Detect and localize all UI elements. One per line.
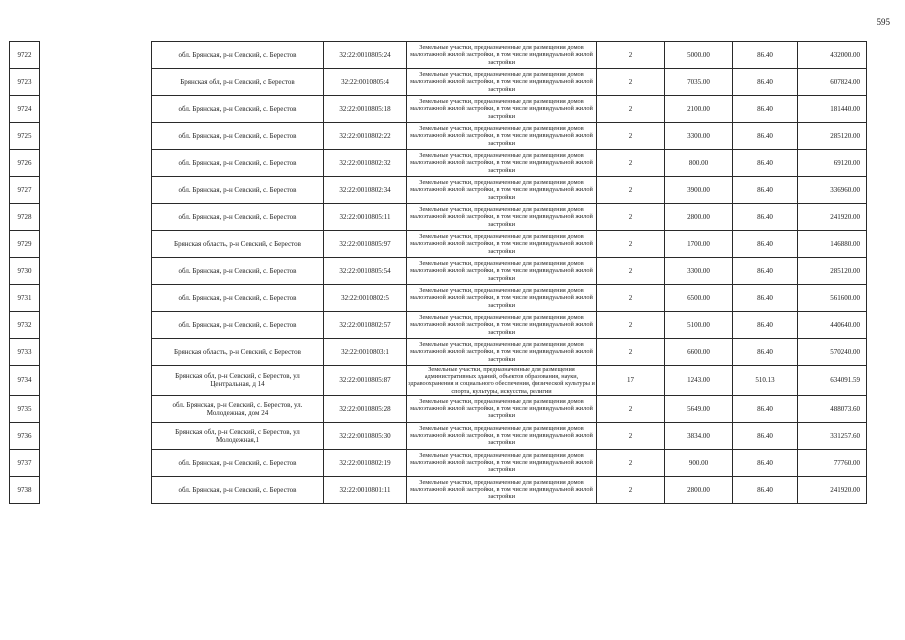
area-cell: 2100.00 bbox=[665, 96, 733, 123]
cadastral-value-cell: 241920.00 bbox=[798, 204, 867, 231]
address-cell: обл. Брянская, р-н Севский, с. Берестов bbox=[152, 476, 324, 503]
specific-value-cell: 86.40 bbox=[733, 258, 798, 285]
group-number-cell: 2 bbox=[597, 177, 665, 204]
cadastral-value-cell: 146880.00 bbox=[798, 231, 867, 258]
address-cell: Брянская область, р-н Севский, с Берестов bbox=[152, 339, 324, 366]
cadastral-value-cell: 69120.00 bbox=[798, 150, 867, 177]
blank-separator-cell bbox=[40, 366, 152, 396]
table-row bbox=[10, 339, 867, 366]
table-row bbox=[10, 204, 867, 231]
cadastral-value-cell: 607824.00 bbox=[798, 69, 867, 96]
area-cell: 5000.00 bbox=[665, 42, 733, 69]
cadastral-value-table bbox=[9, 41, 867, 504]
table-row bbox=[10, 449, 867, 476]
group-number-cell: 2 bbox=[597, 422, 665, 449]
group-number-cell: 2 bbox=[597, 123, 665, 150]
table-row bbox=[10, 366, 867, 396]
blank-separator-cell bbox=[40, 312, 152, 339]
cadastral-number-cell: 32:22:0010802:32 bbox=[324, 150, 407, 177]
row-number-cell: 9730 bbox=[10, 258, 40, 285]
table-row bbox=[10, 96, 867, 123]
address-cell: обл. Брянская, р-н Севский, с. Берестов bbox=[152, 177, 324, 204]
address-cell: обл. Брянская, р-н Севский, с. Берестов bbox=[152, 449, 324, 476]
blank-separator-cell bbox=[40, 69, 152, 96]
group-number-cell: 2 bbox=[597, 150, 665, 177]
cadastral-number-cell: 32:22:0010803:1 bbox=[324, 339, 407, 366]
specific-value-cell: 86.40 bbox=[733, 449, 798, 476]
blank-separator-cell bbox=[40, 258, 152, 285]
area-cell: 3834.00 bbox=[665, 422, 733, 449]
group-number-cell: 17 bbox=[597, 366, 665, 396]
specific-value-cell: 86.40 bbox=[733, 42, 798, 69]
blank-separator-cell bbox=[40, 123, 152, 150]
cadastral-value-cell: 634091.59 bbox=[798, 366, 867, 396]
area-cell: 7035.00 bbox=[665, 69, 733, 96]
address-cell: обл. Брянская, р-н Севский, с. Берестов bbox=[152, 285, 324, 312]
cadastral-value-cell: 440640.00 bbox=[798, 312, 867, 339]
blank-separator-cell bbox=[40, 449, 152, 476]
land-use-purpose-cell: Земельные участки, предназначенные для размещения домов малоэтажной жилой застройки, в том числе индивидуальной жилой застройки bbox=[407, 177, 597, 204]
group-number-cell: 2 bbox=[597, 449, 665, 476]
area-cell: 5649.00 bbox=[665, 395, 733, 422]
group-number-cell: 2 bbox=[597, 395, 665, 422]
group-number-cell: 2 bbox=[597, 204, 665, 231]
row-number-cell: 9728 bbox=[10, 204, 40, 231]
cadastral-value-cell: 432000.00 bbox=[798, 42, 867, 69]
land-use-purpose-cell: Земельные участки, предназначенные для размещения домов малоэтажной жилой застройки, в том числе индивидуальной жилой застройки bbox=[407, 258, 597, 285]
group-number-cell: 2 bbox=[597, 258, 665, 285]
land-use-purpose-cell: Земельные участки, предназначенные для размещения домов малоэтажной жилой застройки, в том числе индивидуальной жилой застройки bbox=[407, 69, 597, 96]
address-cell: обл. Брянская, р-н Севский, с. Берестов bbox=[152, 312, 324, 339]
row-number-cell: 9733 bbox=[10, 339, 40, 366]
cadastral-value-cell: 285120.00 bbox=[798, 123, 867, 150]
land-use-purpose-cell: Земельные участки, предназначенные для размещения домов малоэтажной жилой застройки, в том числе индивидуальной жилой застройки bbox=[407, 449, 597, 476]
cadastral-number-cell: 32:22:0010805:28 bbox=[324, 395, 407, 422]
cadastral-value-cell: 336960.00 bbox=[798, 177, 867, 204]
area-cell: 6600.00 bbox=[665, 339, 733, 366]
table-row bbox=[10, 150, 867, 177]
area-cell: 6500.00 bbox=[665, 285, 733, 312]
land-use-purpose-cell: Земельные участки, предназначенные для размещения домов малоэтажной жилой застройки, в том числе индивидуальной жилой застройки bbox=[407, 42, 597, 69]
cadastral-number-cell: 32:22:0010805:87 bbox=[324, 366, 407, 396]
cadastral-value-cell: 77760.00 bbox=[798, 449, 867, 476]
group-number-cell: 2 bbox=[597, 42, 665, 69]
cadastral-number-cell: 32:22:0010805:4 bbox=[324, 69, 407, 96]
area-cell: 2800.00 bbox=[665, 476, 733, 503]
specific-value-cell: 86.40 bbox=[733, 231, 798, 258]
blank-separator-cell bbox=[40, 150, 152, 177]
blank-separator-cell bbox=[40, 204, 152, 231]
blank-separator-cell bbox=[40, 177, 152, 204]
specific-value-cell: 86.40 bbox=[733, 177, 798, 204]
address-cell: обл. Брянская, р-н Севский, с. Берестов bbox=[152, 204, 324, 231]
blank-separator-cell bbox=[40, 339, 152, 366]
group-number-cell: 2 bbox=[597, 231, 665, 258]
land-use-purpose-cell: Земельные участки, предназначенные для размещения домов малоэтажной жилой застройки, в том числе индивидуальной жилой застройки bbox=[407, 312, 597, 339]
cadastral-value-cell: 241920.00 bbox=[798, 476, 867, 503]
area-cell: 3300.00 bbox=[665, 258, 733, 285]
specific-value-cell: 86.40 bbox=[733, 96, 798, 123]
row-number-cell: 9729 bbox=[10, 231, 40, 258]
group-number-cell: 2 bbox=[597, 96, 665, 123]
row-number-cell: 9735 bbox=[10, 395, 40, 422]
area-cell: 1700.00 bbox=[665, 231, 733, 258]
cadastral-number-cell: 32:22:0010801:11 bbox=[324, 476, 407, 503]
row-number-cell: 9722 bbox=[10, 42, 40, 69]
land-use-purpose-cell: Земельные участки, предназначенные для размещения домов малоэтажной жилой застройки, в том числе индивидуальной жилой застройки bbox=[407, 476, 597, 503]
address-cell: Брянская обл, р-н Севский, с Берестов, ул Молодежная,1 bbox=[152, 422, 324, 449]
cadastral-value-cell: 181440.00 bbox=[798, 96, 867, 123]
blank-separator-cell bbox=[40, 231, 152, 258]
specific-value-cell: 86.40 bbox=[733, 422, 798, 449]
area-cell: 5100.00 bbox=[665, 312, 733, 339]
land-use-purpose-cell: Земельные участки, предназначенные для размещения домов малоэтажной жилой застройки, в том числе индивидуальной жилой застройки bbox=[407, 339, 597, 366]
cadastral-number-cell: 32:22:0010805:97 bbox=[324, 231, 407, 258]
cadastral-number-cell: 32:22:0010805:30 bbox=[324, 422, 407, 449]
area-cell: 800.00 bbox=[665, 150, 733, 177]
specific-value-cell: 86.40 bbox=[733, 395, 798, 422]
cadastral-number-cell: 32:22:0010805:18 bbox=[324, 96, 407, 123]
row-number-cell: 9724 bbox=[10, 96, 40, 123]
specific-value-cell: 86.40 bbox=[733, 150, 798, 177]
cadastral-value-cell: 331257.60 bbox=[798, 422, 867, 449]
row-number-cell: 9738 bbox=[10, 476, 40, 503]
land-use-purpose-cell: Земельные участки, предназначенные для размещения домов малоэтажной жилой застройки, в том числе индивидуальной жилой застройки bbox=[407, 395, 597, 422]
land-use-purpose-cell: Земельные участки, предназначенные для размещения домов малоэтажной жилой застройки, в том числе индивидуальной жилой застройки bbox=[407, 231, 597, 258]
group-number-cell: 2 bbox=[597, 312, 665, 339]
table-row bbox=[10, 422, 867, 449]
cadastral-value-cell: 488073.60 bbox=[798, 395, 867, 422]
group-number-cell: 2 bbox=[597, 285, 665, 312]
table-row bbox=[10, 177, 867, 204]
specific-value-cell: 86.40 bbox=[733, 285, 798, 312]
specific-value-cell: 86.40 bbox=[733, 312, 798, 339]
cadastral-number-cell: 32:22:0010802:5 bbox=[324, 285, 407, 312]
address-cell: обл. Брянская, р-н Севский, с. Берестов bbox=[152, 258, 324, 285]
land-use-purpose-cell: Земельные участки, предназначенные для размещения домов малоэтажной жилой застройки, в том числе индивидуальной жилой застройки bbox=[407, 150, 597, 177]
blank-separator-cell bbox=[40, 476, 152, 503]
row-number-cell: 9723 bbox=[10, 69, 40, 96]
land-use-purpose-cell: Земельные участки, предназначенные для размещения домов малоэтажной жилой застройки, в том числе индивидуальной жилой застройки bbox=[407, 204, 597, 231]
table-row bbox=[10, 123, 867, 150]
land-use-purpose-cell: Земельные участки, предназначенные для размещения домов малоэтажной жилой застройки, в том числе индивидуальной жилой застройки bbox=[407, 422, 597, 449]
area-cell: 3300.00 bbox=[665, 123, 733, 150]
table-row bbox=[10, 395, 867, 422]
blank-separator-cell bbox=[40, 285, 152, 312]
specific-value-cell: 86.40 bbox=[733, 476, 798, 503]
group-number-cell: 2 bbox=[597, 339, 665, 366]
cadastral-number-cell: 32:22:0010805:54 bbox=[324, 258, 407, 285]
specific-value-cell: 86.40 bbox=[733, 69, 798, 96]
blank-separator-cell bbox=[40, 96, 152, 123]
group-number-cell: 2 bbox=[597, 69, 665, 96]
cadastral-table-wrapper bbox=[9, 41, 867, 504]
area-cell: 900.00 bbox=[665, 449, 733, 476]
row-number-cell: 9736 bbox=[10, 422, 40, 449]
cadastral-number-cell: 32:22:0010802:22 bbox=[324, 123, 407, 150]
area-cell: 3900.00 bbox=[665, 177, 733, 204]
land-use-purpose-cell: Земельные участки, предназначенные для размещения административных зданий, объектов образования, науки, здравоохранения и социального обеспечения, физической культуры и спорта, культуры, искусства, религии bbox=[408, 366, 595, 395]
land-use-purpose-cell: Земельные участки, предназначенные для размещения домов малоэтажной жилой застройки, в том числе индивидуальной жилой застройки bbox=[407, 96, 597, 123]
address-cell: Брянская обл, р-н Севский, с Берестов, ул Центральная, д 14 bbox=[152, 366, 324, 396]
cadastral-number-cell: 32:22:0010802:19 bbox=[324, 449, 407, 476]
address-cell: обл. Брянская, р-н Севский, с. Берестов bbox=[152, 150, 324, 177]
table-row bbox=[10, 42, 867, 69]
specific-value-cell: 86.40 bbox=[733, 339, 798, 366]
table-row bbox=[10, 476, 867, 503]
row-number-cell: 9731 bbox=[10, 285, 40, 312]
cadastral-value-cell: 570240.00 bbox=[798, 339, 867, 366]
specific-value-cell: 510.13 bbox=[733, 366, 798, 396]
cadastral-number-cell: 32:22:0010802:34 bbox=[324, 177, 407, 204]
land-use-purpose-cell: Земельные участки, предназначенные для размещения домов малоэтажной жилой застройки, в том числе индивидуальной жилой застройки bbox=[407, 285, 597, 312]
address-cell: обл. Брянская, р-н Севский, с. Берестов bbox=[152, 96, 324, 123]
page-number: 595 bbox=[876, 17, 890, 27]
cadastral-number-cell: 32:22:0010805:24 bbox=[324, 42, 407, 69]
address-cell: обл. Брянская, р-н Севский, с. Берестов bbox=[152, 42, 324, 69]
row-number-cell: 9734 bbox=[10, 366, 40, 396]
cadastral-number-cell: 32:22:0010805:11 bbox=[324, 204, 407, 231]
table-row bbox=[10, 69, 867, 96]
address-cell: обл. Брянская, р-н Севский, с. Берестов bbox=[152, 123, 324, 150]
land-use-purpose-cell: Земельные участки, предназначенные для размещения домов малоэтажной жилой застройки, в том числе индивидуальной жилой застройки bbox=[407, 123, 597, 150]
table-row bbox=[10, 312, 867, 339]
table-row bbox=[10, 231, 867, 258]
row-number-cell: 9732 bbox=[10, 312, 40, 339]
blank-separator-cell bbox=[40, 395, 152, 422]
row-number-cell: 9737 bbox=[10, 449, 40, 476]
address-cell: обл. Брянская, р-н Севский, с. Берестов, ул. Молодежная, дом 24 bbox=[152, 395, 324, 422]
row-number-cell: 9725 bbox=[10, 123, 40, 150]
cadastral-value-cell: 561600.00 bbox=[798, 285, 867, 312]
blank-separator-cell bbox=[40, 42, 152, 69]
row-number-cell: 9726 bbox=[10, 150, 40, 177]
address-cell: Брянская область, р-н Севский, с Берестов bbox=[152, 231, 324, 258]
table-body bbox=[10, 42, 867, 504]
specific-value-cell: 86.40 bbox=[733, 123, 798, 150]
table-row bbox=[10, 258, 867, 285]
row-number-cell: 9727 bbox=[10, 177, 40, 204]
address-cell: Брянская обл, р-н Севский, с Берестов bbox=[152, 69, 324, 96]
cadastral-number-cell: 32:22:0010802:57 bbox=[324, 312, 407, 339]
specific-value-cell: 86.40 bbox=[733, 204, 798, 231]
blank-separator-cell bbox=[40, 422, 152, 449]
group-number-cell: 2 bbox=[597, 476, 665, 503]
table-row bbox=[10, 285, 867, 312]
area-cell: 1243.00 bbox=[665, 366, 733, 396]
area-cell: 2800.00 bbox=[665, 204, 733, 231]
cadastral-value-cell: 285120.00 bbox=[798, 258, 867, 285]
